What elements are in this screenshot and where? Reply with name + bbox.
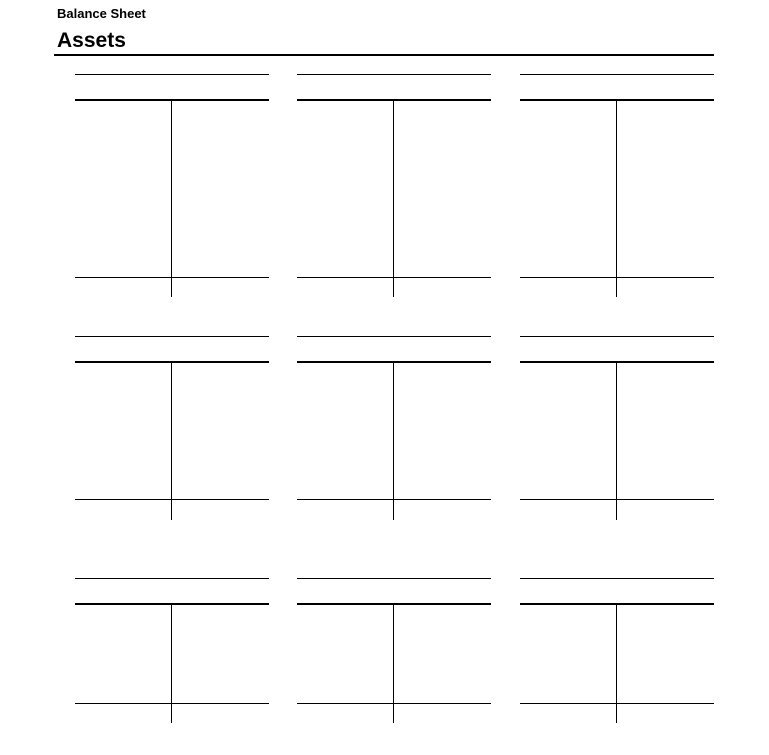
t-account-top-rule [75,361,269,363]
t-account-top-rule [520,603,714,605]
t-account-top-rule [297,603,491,605]
t-account-total-line [520,499,714,500]
t-account-total-line [75,277,269,278]
t-account-name-line [297,74,491,75]
t-account-divider [616,362,617,520]
t-account-total-line [520,703,714,704]
t-account-name-line [75,336,269,337]
t-account-name-line [520,578,714,579]
t-account-divider [616,604,617,723]
t-account-name-line [520,336,714,337]
t-account-divider [171,100,172,297]
t-account [297,578,491,724]
t-account-total-line [75,703,269,704]
t-account-total-line [297,703,491,704]
t-account [520,578,714,724]
assets-heading: Assets [57,29,126,52]
t-account [75,74,269,298]
t-account [297,74,491,298]
t-account-total-line [297,277,491,278]
t-account-name-line [520,74,714,75]
t-account-top-rule [520,361,714,363]
t-account-total-line [520,277,714,278]
t-account-total-line [75,499,269,500]
t-account-top-rule [297,361,491,363]
t-account-divider [393,362,394,520]
balance-sheet-label: Balance Sheet [57,6,146,21]
t-account-divider [616,100,617,297]
t-account-total-line [297,499,491,500]
heading-underline [54,54,714,56]
t-account-divider [171,604,172,723]
t-account-top-rule [297,99,491,101]
t-account-name-line [75,74,269,75]
t-account-divider [393,100,394,297]
t-account [520,74,714,298]
t-account [520,336,714,521]
t-account-top-rule [75,99,269,101]
t-account-divider [393,604,394,723]
t-account-name-line [297,578,491,579]
t-account-top-rule [520,99,714,101]
t-account-name-line [297,336,491,337]
t-account-name-line [75,578,269,579]
t-account-top-rule [75,603,269,605]
t-account-divider [171,362,172,520]
t-account [75,336,269,521]
t-account [297,336,491,521]
t-account [75,578,269,724]
